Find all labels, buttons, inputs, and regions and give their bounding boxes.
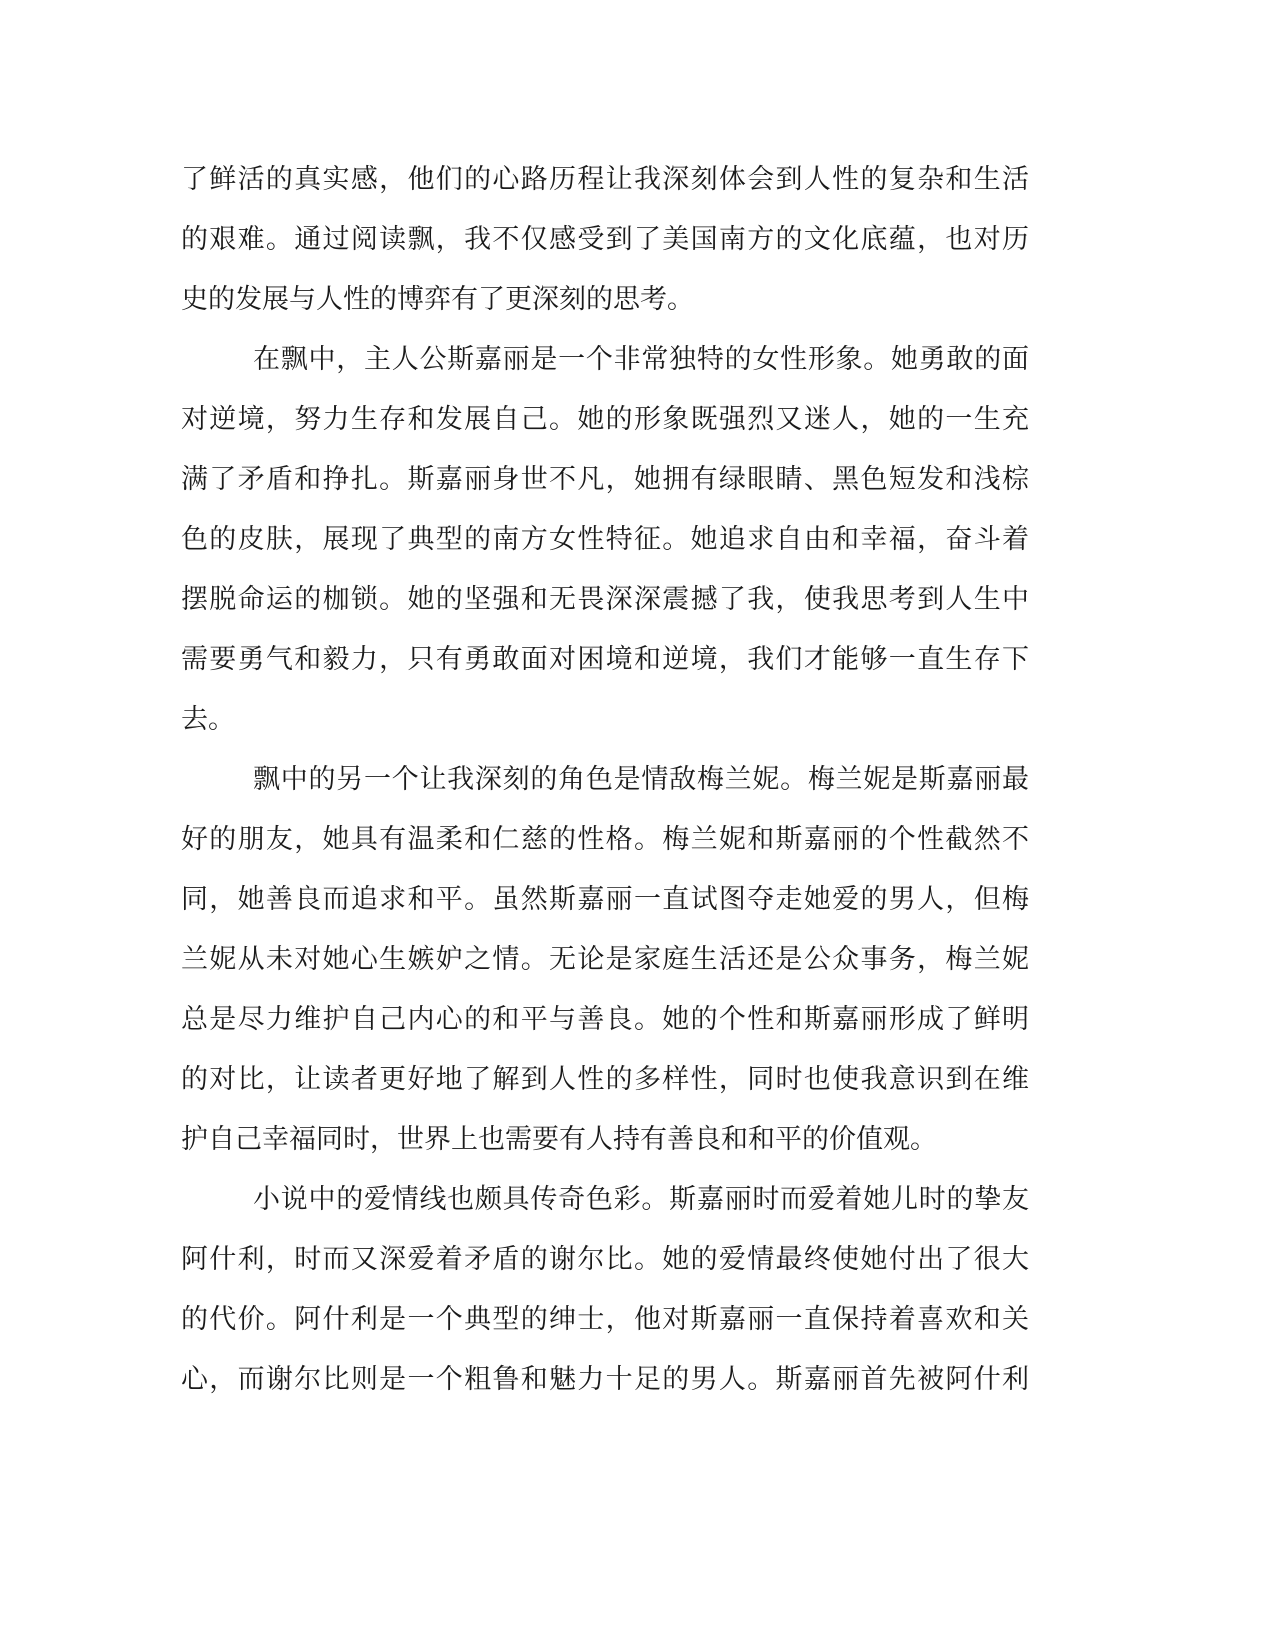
text-line: 摆脱命运的枷锁。她的坚强和无畏深深震撼了我，使我思考到人生中 [181, 584, 1029, 615]
text-line: 总是尽力维护自己内心的和平与善良。她的个性和斯嘉丽形成了鲜明 [181, 1004, 1029, 1035]
text-line: 兰妮从未对她心生嫉妒之情。无论是家庭生活还是公众事务，梅兰妮 [181, 944, 1029, 975]
text-line: 的艰难。通过阅读飘，我不仅感受到了美国南方的文化底蕴，也对历 [181, 224, 1029, 255]
text-line: 护自己幸福同时，世界上也需要有人持有善良和和平的价值观。 [181, 1124, 937, 1155]
text-line: 色的皮肤，展现了典型的南方女性特征。她追求自由和幸福，奋斗着 [181, 524, 1029, 555]
text-line: 的对比，让读者更好地了解到人性的多样性，同时也使我意识到在维 [181, 1064, 1029, 1095]
text-line: 的代价。阿什利是一个典型的绅士，他对斯嘉丽一直保持着喜欢和关 [181, 1304, 1029, 1335]
text-line: 心，而谢尔比则是一个粗鲁和魅力十足的男人。斯嘉丽首先被阿什利 [181, 1364, 1029, 1395]
text-line: 对逆境，努力生存和发展自己。她的形象既强烈又迷人，她的一生充 [181, 404, 1029, 435]
text-line: 满了矛盾和挣扎。斯嘉丽身世不凡，她拥有绿眼睛、黑色短发和浅棕 [181, 464, 1029, 495]
body-text [181, 150, 1029, 1410]
text-line: 需要勇气和毅力，只有勇敢面对困境和逆境，我们才能够一直生存下 [181, 644, 1029, 675]
paragraph-first-line: 小说中的爱情线也颇具传奇色彩。斯嘉丽时而爱着她儿时的挚友 [253, 1184, 1029, 1215]
text-line: 了鲜活的真实感，他们的心路历程让我深刻体会到人性的复杂和生活 [181, 164, 1029, 195]
text-line: 好的朋友，她具有温柔和仁慈的性格。梅兰妮和斯嘉丽的个性截然不 [181, 824, 1029, 855]
text-line: 去。 [181, 704, 235, 735]
text-line: 阿什利，时而又深爱着矛盾的谢尔比。她的爱情最终使她付出了很大 [181, 1244, 1029, 1275]
paragraph-first-line: 飘中的另一个让我深刻的角色是情敌梅兰妮。梅兰妮是斯嘉丽最 [253, 764, 1029, 795]
text-line: 同，她善良而追求和平。虽然斯嘉丽一直试图夺走她爱的男人，但梅 [181, 884, 1029, 915]
text-line: 史的发展与人性的博弈有了更深刻的思考。 [181, 284, 694, 315]
paragraph-first-line: 在飘中，主人公斯嘉丽是一个非常独特的女性形象。她勇敢的面 [253, 344, 1029, 375]
